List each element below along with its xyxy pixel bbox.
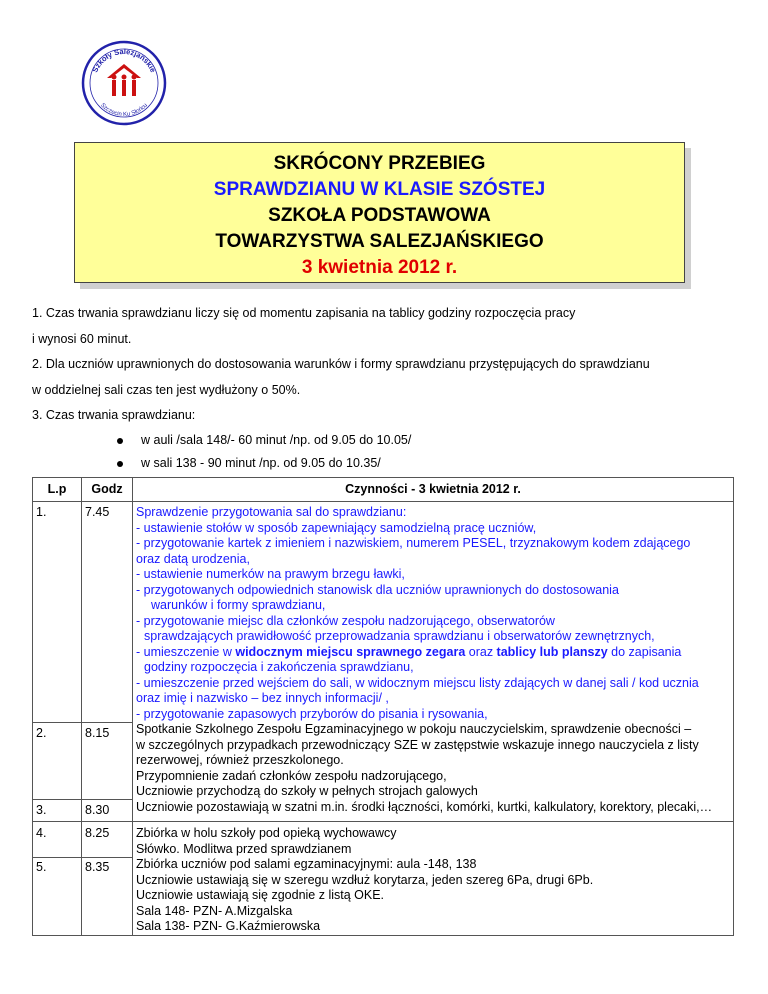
intro-point-1a: 1. Czas trwania sprawdzianu liczy się od momentu zapisania na tablicy godziny rozpoczęcia pracy <box>32 306 576 320</box>
row-1-line: oraz imię i nazwisko – bez innych informacji/ , <box>136 691 389 705</box>
row-1-line: - przygotowanie miejsc dla członków zespołu nadzorującego, obserwatorów <box>136 613 555 628</box>
row-2-line: Przypomnienie zadań członków zespołu nadzorującego, <box>136 768 447 783</box>
intro-bullet-1 <box>117 433 411 448</box>
row-2-time: 8.15 <box>82 722 133 800</box>
table-row <box>33 800 734 822</box>
logo-text-top: Szkoły Salezjańskie <box>90 46 158 74</box>
row-1-line: - przygotowanie zapasowych przyborów do pisania i rysowania, <box>136 706 488 721</box>
row-1-line: warunków i formy sprawdzianu, <box>151 598 326 612</box>
row-3-lp: 3. <box>33 800 82 822</box>
row-2-line: w szczególnych przypadkach przewodniczący SZE w zastępstwie wskazuje innego nauczyciela z listy <box>136 737 699 752</box>
row-1-bold-clock: widocznym miejscu sprawnego zegara <box>235 644 466 659</box>
row-1-activities <box>133 502 734 723</box>
row-5-line: Zbiórka uczniów pod salami egzaminacyjnymi: aula -148, 138 <box>136 857 477 871</box>
intro-bullet-2-text: w sali 138 - 90 minut /np. od 9.05 do 10.35/ <box>141 456 381 470</box>
intro-bullet-1-text: w auli /sala 148/- 60 minut /np. od 9.05 do 10.05/ <box>141 433 412 447</box>
table-row <box>33 857 734 935</box>
title-line-3: SZKOŁA PODSTAWOWA <box>268 205 491 226</box>
title-box <box>74 142 685 283</box>
row-1-line: - przygotowanych odpowiednich stanowisk dla uczniów uprawnionych do dostosowania <box>136 582 619 597</box>
row-5-lp: 5. <box>33 857 82 935</box>
row-5-activities <box>133 857 734 935</box>
bullet-icon <box>117 461 123 467</box>
row-5-line: Sala 138- PZN- G.Kaźmierowska <box>136 919 321 933</box>
row-4-time: 8.25 <box>82 822 133 858</box>
row-1-line: godziny rozpoczęcia i zakończenia sprawdzianu, <box>144 660 414 674</box>
row-3-line: Uczniowie pozostawiają w szatni m.in. środki łączności, komórki, kurtki, kalkulatory, korektory, plecaki,… <box>136 799 713 814</box>
row-2-lp: 2. <box>33 722 82 800</box>
title-line-5: 3 kwietnia 2012 r. <box>301 257 458 278</box>
row-1-text: do zapisania <box>607 644 682 659</box>
row-4-line: Zbiórka w holu szkoły pod opieką wychowawcy <box>136 826 397 840</box>
header-time: Godz <box>82 478 133 502</box>
row-5-line: Uczniowie ustawiają się zgodnie z listą OKE. <box>136 888 385 902</box>
row-1-line: - przygotowanie kartek z imieniem i nazwiskiem, numerem PESEL, trzyznakowym kodem zdającego <box>136 536 691 550</box>
row-1-line: sprawdzających prawidłowość przeprowadzania sprawdzianu i obserwatorów zewnętrznych, <box>144 629 655 643</box>
intro-point-2b: w oddzielnej sali czas ten jest wydłużony o 50%. <box>32 383 301 397</box>
row-1-text: oraz <box>465 644 497 659</box>
row-1-lp: 1. <box>33 502 82 723</box>
row-1-line <box>136 645 730 661</box>
row-4-lp: 4. <box>33 822 82 858</box>
row-1-bold-board: tablicy lub planszy <box>496 644 608 659</box>
intro-bullet-2 <box>117 456 381 471</box>
row-3-time: 8.30 <box>82 800 133 822</box>
title-line-4: TOWARZYSTWA SALEZJAŃSKIEGO <box>215 231 544 252</box>
row-4-line: Słówko. Modlitwa przed sprawdzianem <box>136 841 352 856</box>
row-1-line: - ustawienie numerków na prawym brzegu ławki, <box>136 567 405 581</box>
row-2-activities <box>133 722 734 800</box>
table-row <box>33 722 734 800</box>
row-2-line: Uczniowie przychodzą do szkoły w pełnych strojach galowych <box>136 784 478 798</box>
row-5-line: Uczniowie ustawiają się w szeregu wzdłuż korytarza, jeden szereg 6Pa, drugi 6Pb. <box>136 872 594 887</box>
intro-point-2a: 2. Dla uczniów uprawnionych do dostosowania warunków i formy sprawdzianu przystępujących do sprawdzianu <box>32 357 650 371</box>
title-line-2: SPRAWDZIANU W KLASIE SZÓSTEJ <box>213 179 546 200</box>
logo-text-bottom: Szczecin Ku Słońcu <box>99 102 149 119</box>
title-line-1: SKRÓCONY PRZEBIEG <box>273 153 486 174</box>
row-1-time: 7.45 <box>82 502 133 723</box>
intro-point-3: 3. Czas trwania sprawdzianu: <box>32 408 196 422</box>
row-1-text: - umieszczenie w <box>136 644 236 659</box>
row-4-activities <box>133 822 734 858</box>
header-lp: L.p <box>33 478 82 502</box>
school-logo <box>81 40 167 126</box>
row-1-line: - ustawienie stołów w sposób zapewniający samodzielną pracę uczniów, <box>136 520 537 535</box>
table-row <box>33 822 734 858</box>
bullet-icon <box>117 438 123 444</box>
row-5-line: Sala 148- PZN- A.Mizgalska <box>136 903 293 918</box>
header-activities: Czynności - 3 kwietnia 2012 r. <box>133 478 734 502</box>
row-2-line: rezerwowej, również przeszkolonego. <box>136 753 344 767</box>
row-3-activities <box>133 800 734 822</box>
row-5-time: 8.35 <box>82 857 133 935</box>
row-1-line: Sprawdzenie przygotowania sal do sprawdzianu: <box>136 505 407 519</box>
row-2-line: Spotkanie Szkolnego Zespołu Egzaminacyjnego w pokoju nauczycielskim, sprawdzenie obecności – <box>136 722 692 736</box>
table-row <box>33 502 734 723</box>
row-1-line: - umieszczenie przed wejściem do sali, w widocznym miejscu listy zdających w danej sali / kod ucznia <box>136 675 699 690</box>
table-header-row <box>33 478 734 502</box>
schedule-table <box>32 477 734 936</box>
intro-point-1b: i wynosi 60 minut. <box>32 332 132 346</box>
row-1-line: oraz datą urodzenia, <box>136 551 250 566</box>
